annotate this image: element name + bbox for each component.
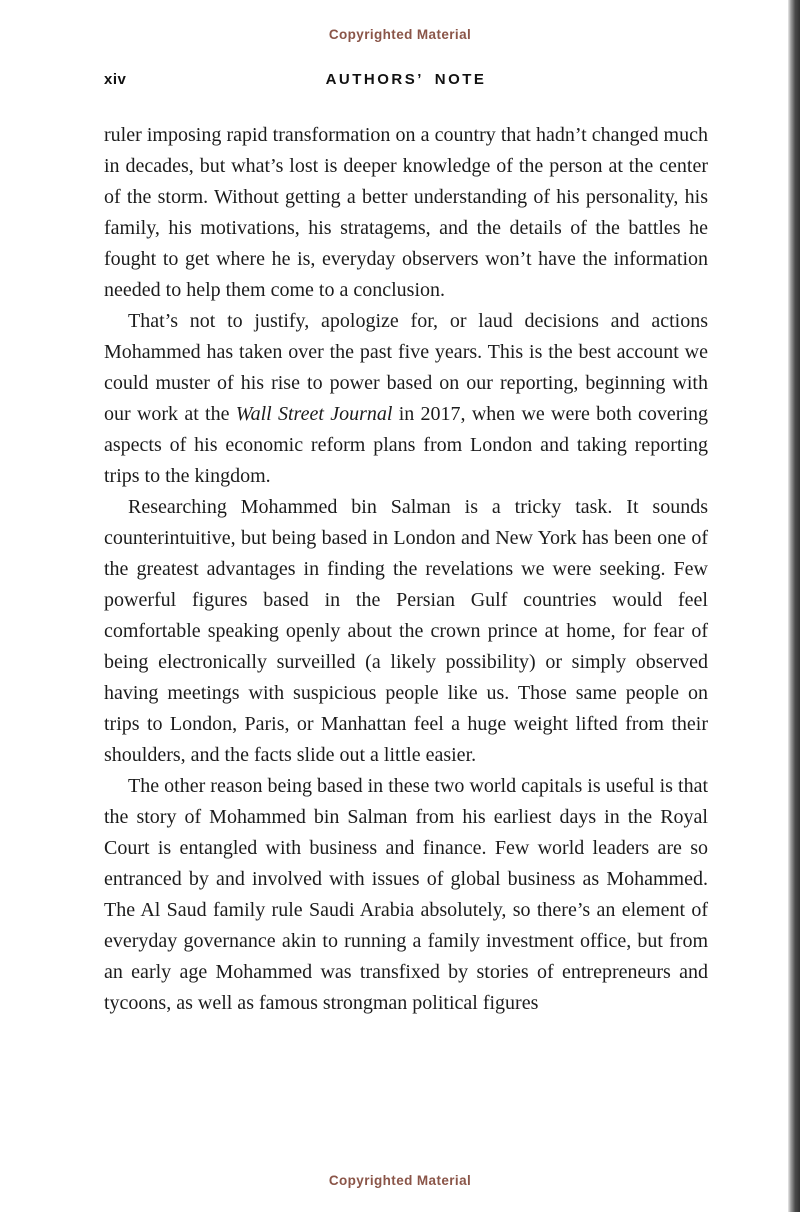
text-run: That’s not to justify, apologize for, or laud decisions and actions Mohammed has taken over the past five years. This is the best account we could muster of his rise to power based on our reporting, beginning with our work at the (104, 310, 708, 425)
copyright-notice-top: Copyrighted Material (328, 27, 472, 42)
paragraph (104, 306, 708, 492)
page-number: xiv (104, 71, 127, 88)
page-header (104, 71, 708, 93)
paragraph (104, 120, 708, 306)
paragraph (104, 492, 708, 771)
text-run: in 2017, when we were both covering aspects of his economic reform plans from London and taking reporting trips to the kingdom. (104, 403, 708, 487)
body-text (104, 120, 708, 1019)
text-run: Researching Mohammed bin Salman is a tricky task. It sounds counterintuitive, but being based in London and New York has been one of the greatest advantages in finding the revelations we were seeking. Few powerful figures based in the Persian Gulf countries would feel comfortable speaking openly about the crown prince at home, for fear of being electronically surveilled (a likely possibility) or simply observed having meetings with suspicious people like us. Those same people on trips to London, Paris, or Manhattan feel a huge weight lifted from their shoulders, and the facts slide out a little easier. (104, 496, 708, 766)
page-edge (788, 0, 800, 1212)
paragraph (104, 771, 708, 1019)
copyright-notice-bottom: Copyrighted Material (328, 1173, 472, 1188)
text-run: ruler imposing rapid transformation on a country that hadn’t changed much in decades, but what’s lost is deeper knowledge of the person at the center of the storm. Without getting a better understanding of his personality, his family, his motivations, his stratagems, and the details of the battles he fought to get where he is, everyday observers won’t have the information needed to help them come to a conclusion. (104, 124, 708, 301)
italic-text-run: Wall Street Journal (235, 403, 393, 425)
running-head-title: AUTHORS’ NOTE (325, 71, 487, 88)
text-run: The other reason being based in these two world capitals is useful is that the story of Mohammed bin Salman from his earliest days in the Royal Court is entangled with business and finance. Few world leaders are so entranced by and involved with issues of global business as Mohammed. The Al Saud family rule Saudi Arabia absolutely, so there’s an element of everyday governance akin to running a family investment office, but from an early age Mohammed was transfixed by stories of entrepreneurs and tycoons, as well as famous strongman political figures (104, 775, 708, 1014)
